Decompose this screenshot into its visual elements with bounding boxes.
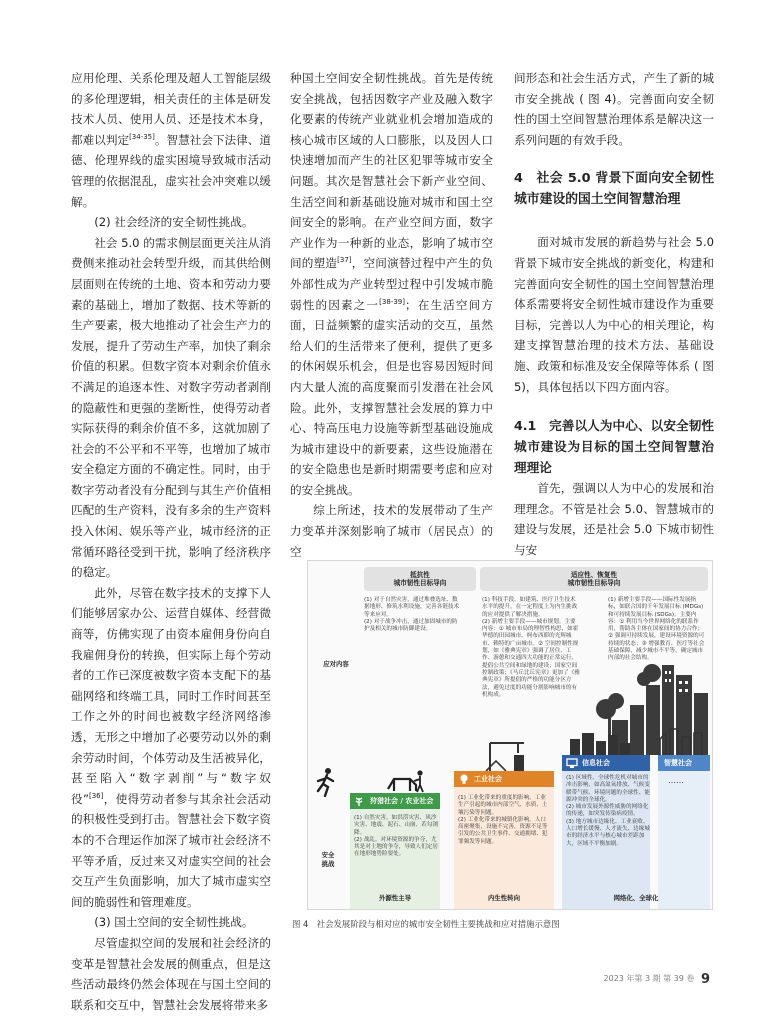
citation: [36] <box>88 791 104 800</box>
office-buildings-icon <box>566 731 636 755</box>
challenge-text-industrial: (1) 工业化带来的重度的影响。工业生产引起的城市内部空气、水质、土壤污染等问题。 (2) 工业化带来的城镇化影响。人口高密聚集，设施不完善，资源不足等引发的公共卫生事件、交通拥堵、犯罪频发等问题。 <box>458 795 548 845</box>
band-industrial-title: 工业社会 <box>474 775 502 783</box>
text: ；在生活空间方面，日益频繁的虚实活动的交互，虽然给人们的生活带来了便利，提供了更多的休闲娱乐机会，但是也容易因短时间内大量人流的高度聚而引发潜在社会风险。此外，支撑智慧社会发展的算力中心、特高压电力设施等新型基础设施成为城市建设中的新要素，这些设施潜在的安全隐患也是新时期需要考虑和应对的安全挑战。 <box>290 297 493 497</box>
label-response-content: 应对内容 <box>323 660 349 668</box>
subheading: (3) 国土空间的安全韧性挑战。 <box>94 915 254 930</box>
lightbulb-icon <box>458 773 470 785</box>
text: 应用伦理、关系伦理及超人工智能层级的多伦理逻辑，相关责任的主体是研发技术人员、使用人员、还是技术本身，都难以判定 <box>71 71 271 147</box>
citation: [37] <box>337 256 352 265</box>
response-text-agri: (1) 对于自然灾害，通过堆叠选址、数据地形、修筑水利设施，完善各链技术等来应对。 (2) 对于战争冲击，通过加固城市的防护及相关的城市防御建设。 <box>364 597 460 633</box>
text: ，使得劳动者参与其余社会活动的积极性受到打击。智慧社会下数字资本的不合理运作加深了城市社会经济不平等矛盾，反过来又对虚实空间的社会交互产生负面影响，加大了城市虚实空间的脆弱性和管理难度。 <box>71 791 271 909</box>
page-number: 9 <box>700 972 710 987</box>
page-footer <box>604 972 710 987</box>
text: 种国土空间安全韧性挑战。首先是传统安全挑战，包括因数字产业及融入数字化要素的传统产业就业机会增加造成的核心城市区域的人口膨胀，以及因人口快速增加而产生的社区犯罪等城市安全问题。其次是智慧社会下新产业空间、生活空间和新基础设施对城市和国土空间安全的影响。在产业空间方面，数字产业作为一种新的业态，影响了城市空间的塑造 <box>290 71 493 271</box>
farmer-with-ox-icon <box>386 765 426 793</box>
citation: [38-39] <box>379 297 405 306</box>
factory-crane-icon <box>484 739 544 771</box>
header-resistance: 抵抗性 城市韧性目标导向 <box>393 571 447 587</box>
paragraph <box>71 68 271 212</box>
header-adaptive: 适应性、恢复性 城市韧性目标导向 <box>567 571 621 587</box>
text: 。智慧社会下法律、道德、伦理界线的虚实困境导致城市活动管理的依据混乱，虚实社会冲突难以缓解。 <box>71 132 271 209</box>
subheading: (2) 社会经济的安全韧性挑战。 <box>94 215 254 230</box>
band-smart-body <box>658 755 710 909</box>
paragraph <box>290 68 493 500</box>
citation: [34-35] <box>129 132 155 141</box>
band-info-title: 信息社会 <box>582 759 610 767</box>
band-agri-title: 狩猎社会 / 农业社会 <box>370 797 434 805</box>
axis-endogenous: 内生性转向 <box>488 894 520 902</box>
paragraph: 首先，强调以人为中心的发展和治理理念。不管是社会 5.0、智慧城市的建设与发展，还是社会 5.0 下城市韧性与安 <box>514 481 714 557</box>
computer-icon <box>566 757 578 769</box>
text-column-3 <box>514 68 714 561</box>
figure-caption: 图 4 社会发展阶段与相对应的城市安全韧性主要挑战和应对措施示意图 <box>292 919 560 929</box>
paragraph: 尽管虚拟空间的发展和社会经济的变革是智慧社会发展的侧重点，但是这些活动最终仍然会体现在与国土空间的联系和交互中，智慧社会发展将带来多 <box>71 935 271 1012</box>
paragraph: 间形态和社会生活方式，产生了新的城市安全挑战 ( 图 4)。完善面向安全韧性的国土空间智慧治理体系是解决这一系列问题的有效手段。 <box>514 71 714 147</box>
paragraph: 面对城市发展的新趋势与社会 5.0 背景下城市安全挑战的新变化，构建和完善面向安全韧性的国土空间智慧治理体系需要将安全韧性城市建设作为重要目标，完善以人为中心的相关理论，构建支撑智慧治理的技术方法、基础设施、政策和标准及安全保障等体系 ( 图 5)，具体包括以下四方面内容。 <box>514 235 714 394</box>
subsection-heading: 4.1 完善以人为中心、以安全韧性城市建设为目标的国土空间智慧治理理论 <box>514 418 714 476</box>
label-security-challenge: 安全 挑战 <box>321 851 335 868</box>
text: ，空间演替过程中产生的负外部性成为产业转型过程中引发城市脆弱性的因素之一 <box>290 256 493 312</box>
text-column-1 <box>71 68 271 1015</box>
band-smart-title: 智慧社会 <box>664 759 692 767</box>
axis-exogenous: 外源性主导 <box>379 894 411 902</box>
figure-4-diagram <box>307 560 713 910</box>
response-text-industrial: (1) 科技手段。如建筑、医疗卫生技术水平的提升，在一定程度上为内生挑战的应对提供了解决措施。 (2) 新增主要手段——城市规划。主要内容：① 城市布局的理智性构思，如霍华德的田园城市、柯布西耶的光辉城市、赖特的广亩城市。② 空间控制性规划，如《雅典宪章》强调了居住、工作、游憩和交通四大功能的正常运行，提倡公共空间和绿地的建设；国家空间控制政策；《马丘比丘宪章》更加了《雅典宪章》所提倡的严格的功能分区方法，避免过度的功能分割影响城市的有机构成。 <box>482 597 580 698</box>
paragraph: 社会 5.0 的需求侧层面更关注从消费侧来推动社会转型升级，而其供给侧层面则在传统的土地、资本和劳动力要素的基础上，增加了数据、技术等新的生产要素，极大地推动了社会生产力的发展，提升了劳动生产率，加快了剩余价值的积累。但数字资本对剩余价值永不满足的追逐本性、对数字劳动者剥削的隐蔽性和更强的垄断性，使得劳动者实际获得的剩余价值不多，这就加剧了社会的不公平和不平等，也增加了城市安全稳定方面的不确定性。同时，由于数字劳动者没有分配到与其生产价值相匹配的生产资料，没有多余的生产资料投入休闲、娱乐等产业，城市经济的正常循环路径受到干扰，影响了经济秩序的稳定。 <box>71 235 271 580</box>
running-person-icon <box>314 767 338 797</box>
paragraph <box>71 583 271 913</box>
challenge-text-info: (1) 区域性、全球性危机对城市的冲击影响，如高氮氧排放、气候变暖带气候、环境问题的全球性、能源冲突的全球化。 (2) 城市发展外源性威胁的网络化的传递，如突发传染病疫情。 (3) 地方城市边缘化、工业衰败、人口增长缓慢、人才流失、边缘城市的经济水平与核心城市差距加大，区域不平衡加剧。 <box>566 775 650 847</box>
issue-info: 2023 年第 3 期 第 39 卷 <box>603 974 695 983</box>
text: 此外，尽管在数字技术的支撑下人们能够居家办公、运营自媒体、经营微商等，仿佛实现了由资本雇佣身份向自我雇佣身份的转换，但实际上每个劳动者的工作已深度被数字资本支配下的基础网络和终端工具，同时工作时间甚至工作之外的时间也被数字经济网络渗透，无形之中增加了必要劳动以外的剩余劳动时间，个体劳动及生活被异化，甚至陷入“数字剥削”与“数字奴役” <box>71 585 271 806</box>
response-text-info: (1) 新增主要手段——国际性发展指标，如联合国的千年发展目标 (MDGs) 和可持续发展目标 (SDGs)。主要内容：① 利用当今世界网络化的联系作用，帮助各主体在国家间的协力合作；② 强调可持续发展，建设环境资源的可持续的状态；③ 增强教育、医疗等社会基础保障，减少城市不平等，确定城市内部的社会结构。 <box>608 597 705 662</box>
smart-ellipsis: …… <box>668 776 684 785</box>
axis-globalization: 网络化、全球化 <box>613 894 659 902</box>
smart-city-icon <box>658 727 706 755</box>
text-column-2 <box>290 68 493 562</box>
wheat-icon <box>353 795 365 807</box>
section-heading: 4 社会 5.0 背景下面向安全韧性城市建设的国土空间智慧治理 <box>514 171 714 208</box>
challenge-text-agri: (1) 自然灾害，如洪涝灾害、风沙灾害、地震、泥石、山崩、若勾浏降。 (2) 战乱。对环境资源的争夺，尤其是对土地的争夺，导致人们定居在地形地势险要处。 <box>354 815 438 858</box>
paragraph: 综上所述，技术的发展带动了生产力变革并深刻影响了城市（居民点）的空 <box>290 503 493 559</box>
